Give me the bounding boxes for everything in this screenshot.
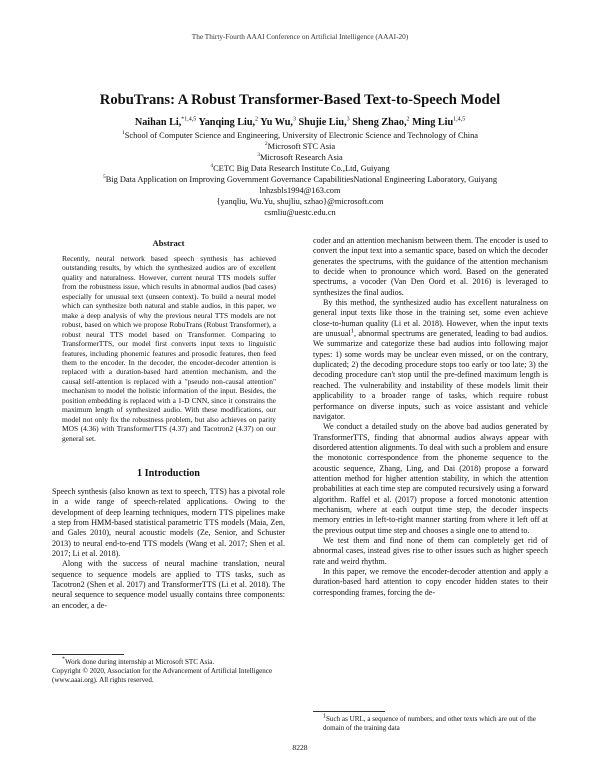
paragraph: By this method, the synthesized audio has excellent naturalness on general input texts like those in the training set, some even achieve close-to-human quality (Li et al. 2018). However, when the input texts are unusual$^1$, abnormal spectrums are generated, leading to bad audios. We summarize and categorize these bad audios into following major types: 1) some words may be unclear even missed, or on the contrary, duplicated; 2) the decoding procedure stops too early or too late; 3) the decoding procedure can't stop until the pre-defined maximum length is reached. The vulnerability and instability of these models limit their applicability to a broader range of tasks, which require robust performance on diverse inputs, such as voice assistant and vehicle navigator. — [313, 298, 548, 421]
page-number: 8228 — [292, 743, 308, 752]
affiliation: $^2$Microsoft STC Asia — [264, 141, 336, 151]
paper-title: RobuTrans: A Robust Transformer-Based Text-to-Speech Model — [99, 92, 501, 108]
affiliation: $^1$School of Computer Science and Engineering, University of Electronic Science and Technology of China — [122, 130, 478, 140]
footnote-marker: 1 — [350, 327, 354, 335]
paragraph: We test them and find none of them can completely get rid of abnormal cases, instead gives rise to other issues such as higher speech rate and weird rhythm. — [313, 535, 548, 566]
abstract-text: Recently, neural network based speech synthesis has achieved outstanding results, by which the synthesized audios are of excellent quality and naturalness. However, current neural TTS models suffer from the robustness issue, which results in abnormal audios (bad cases) especially for unusual text (unseen context). To build a neural model which can synthesize both natural and stable audios, in this paper, we make a deep analysis of why the previous neural TTS models are not robust, based on which we propose RobuTrans (Robust Transformer), a robust neural TTS model based on Transformer. Comparing to TransformerTTS, our model first converts input texts to linguistic features, including phonemic features and prosodic features, then feed them to the encoder. In the decoder, the encoder-decoder attention is replaced with a duration-based hard attention mechanism, and the causal self-attention is replaced with a "pseudo non-causal attention" mechanism to model the holistic information of the input. Besides, the position embedding is replaced with a 1-D CNN, since it constrains the maximum length of synthesized audio. With these modifications, our model not only fix the robustness problem, but also achieves on parity MOS (4.36) with TransformerTTS (4.37) and Tacotron2 (4.37) on our general set. — [62, 254, 276, 443]
footnote: $^1$Such as URL, a sequence of numbers, and other texts which are out of the domain of the training data — [323, 713, 536, 732]
footnote: *Work done during internship at Microsoft STC Asia. Copyright © 2020, Association for the Advancement of Artificial Intelligence (www.aaai.org). All rights reserved. — [52, 658, 285, 685]
section-heading: 1 Introduction — [137, 468, 200, 479]
email: lnhzsbls1994@163.com — [259, 186, 341, 195]
author: Sheng Zhao,$^2$ — [352, 116, 410, 128]
email: {yanqliu, Wu.Yu, shujliu, szhao}@microsoft.com — [216, 197, 384, 206]
paragraph: Speech synthesis (also known as text to speech, TTS) has a pivotal role in a wide range of speech-related applications. Owing to the development of deep learning techniques, modern TTS pipelines make a step from HMM-based statistical parametric TTS models (Maia, Zen, and Gales 2010), neural acoustic models (Ze, Senior, and Schuster 2013) to neural end-to-end TTS models (Wang et al. 2017; Shen et al. 2017; Li et al. 2018). — [52, 487, 285, 559]
copyright-notice: Copyright © 2020, Association for the Advancement of Artificial Intelligence (www.aaai.org). All rights reserved. — [52, 667, 273, 684]
author-list — [0, 117, 600, 128]
footnote-rule — [313, 711, 385, 712]
affiliation: $^5$Big Data Application on Improving Government Governance CapabilitiesNational Engineering Laboratory, Guiyang — [102, 174, 498, 184]
paragraph: We conduct a detailed study on the above bad audios generated by TransformerTTS, finding that abnormal audios always appear with disordered attention alignments. To deal with such a problem and ensure the monotonic correspondence from the phoneme sequence to the acoustic sequence, Zhang, Ling, and Dai (2018) propose a forward attention method for higher attention stability, in which the attention probabilities at each time step are computed recursively using a forward algorithm. Raffel et al. (2017) propose a forced monotonic attention mechanism, where at each output time step, the decoder inspects memory entries in left-to-right manner starting from where it left off at the previous output time step and chooses a single one to attend to. — [313, 422, 548, 535]
affiliation: $^3$Microsoft Research Asia — [257, 152, 343, 162]
author: Ming Liu$^{1,4,5}$ — [412, 116, 466, 128]
paragraph: In this paper, we remove the encoder-decoder attention and apply a duration-based hard attention to copy encoder hidden states to their corresponding frames, forcing the de- — [313, 567, 548, 597]
abstract-heading: Abstract — [152, 238, 185, 248]
author: Naihan Li,$^{*1,4,5}$ — [134, 116, 197, 128]
email: csmliu@uestc.edu.cn — [264, 208, 336, 217]
author: Yu Wu,$^3$ — [260, 116, 296, 128]
footnote-rule — [52, 654, 124, 655]
affiliation: $^4$CETC Big Data Research Institute Co.,Ltd, Guiyang — [210, 163, 390, 173]
left-column-body — [52, 487, 285, 611]
paragraph: coder and an attention mechanism between them. The encoder is used to convert the input text into a semantic space, based on which the decoder generates the spectrums, with the guidance of the attention mechanism to decide when to pronounce which word. Based on the generated spectrums, a vocoder (Van Den Oord et al. 2016) is leveraged to synthesizes the final audios. — [313, 236, 548, 297]
author: Shujie Liu,$^3$ — [298, 116, 350, 128]
paragraph: Along with the success of neural machine translation, neural sequence to sequence models are applied to TTS tasks, such as Tacotron2 (Shen et al. 2017) and TransformerTTS (Li et al. 2018). The neural sequence to sequence model usually contains three components: an encoder, a de- — [52, 559, 285, 610]
author: Yanqing Liu,$^2$ — [198, 116, 259, 128]
conference-header: The Thirty-Fourth AAAI Conference on Artificial Intelligence (AAAI-20) — [191, 32, 409, 41]
right-column-body — [313, 236, 548, 598]
